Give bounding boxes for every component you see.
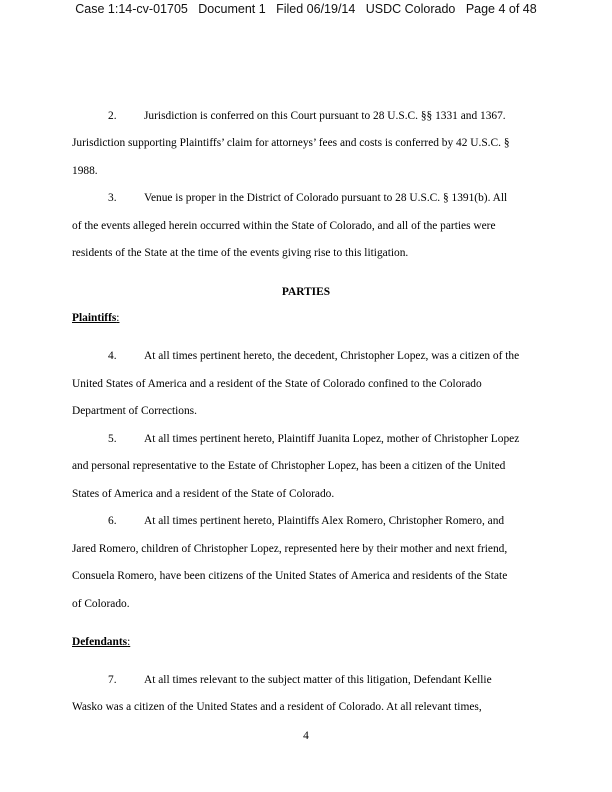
subheading-label: Plaintiffs: [72, 312, 117, 324]
subheading-defendants: [72, 636, 130, 648]
section-heading-parties: PARTIES: [281, 286, 331, 298]
paragraph-line: Venue is proper in the District of Colorado pursuant to 28 U.S.C. § 1391(b). All: [144, 192, 508, 204]
subheading-colon: :: [116, 312, 120, 324]
paragraph-line: and personal representative to the Estate of Christopher Lopez, has been a citizen of the United: [72, 460, 506, 472]
paragraph-line: At all times pertinent hereto, Plaintiff Juanita Lopez, mother of Christopher Lopez: [144, 433, 520, 445]
paragraph-line: Department of Corrections.: [72, 405, 197, 417]
paragraph-line: of the events alleged herein occurred within the State of Colorado, and all of the parties were: [72, 220, 496, 232]
page-number: 4: [303, 730, 309, 742]
court-name: USDC Colorado: [365, 2, 456, 16]
paragraph-line: United States of America and a resident of the State of Colorado confined to the Colorado: [72, 378, 482, 390]
paragraph-number: 7.: [108, 674, 117, 686]
paragraph-line: 1988.: [72, 165, 98, 177]
page-of: Page 4 of 48: [465, 2, 537, 16]
paragraph-line: Jurisdiction supporting Plaintiffs’ claim for attorneys’ fees and costs is conferred by 42 U.S.C. §: [72, 137, 510, 149]
paragraph-number: 5.: [108, 433, 117, 445]
paragraph-line: States of America and a resident of the State of Colorado.: [72, 488, 335, 500]
paragraph-line: Jared Romero, children of Christopher Lopez, represented here by their mother and next friend,: [72, 543, 508, 555]
paragraph-number: 3.: [108, 192, 117, 204]
filed-date: Filed 06/19/14: [276, 2, 356, 16]
paragraph-number: 2.: [108, 110, 117, 122]
subheading-colon: :: [127, 636, 131, 648]
paragraph-line: At all times relevant to the subject matter of this litigation, Defendant Kellie: [144, 674, 492, 686]
paragraph-line: At all times pertinent hereto, Plaintiffs Alex Romero, Christopher Romero, and: [144, 515, 505, 527]
subheading-label: Defendants: [72, 636, 128, 648]
case-number: Case 1:14-cv-01705: [75, 2, 188, 16]
paragraph-line: Wasko was a citizen of the United States and a resident of Colorado. At all relevant times,: [72, 701, 482, 713]
paragraph-line: Jurisdiction is conferred on this Court pursuant to 28 U.S.C. §§ 1331 and 1367.: [144, 110, 506, 122]
paragraph-line: of Colorado.: [72, 598, 130, 610]
paragraph-line: Consuela Romero, have been citizens of the United States of America and residents of the State: [72, 570, 508, 582]
paragraph-number: 6.: [108, 515, 117, 527]
court-filing-header: [0, 2, 612, 16]
paragraph-number: 4.: [108, 350, 117, 362]
subheading-plaintiffs: [72, 312, 119, 324]
paragraph-line: residents of the State at the time of the events giving rise to this litigation.: [72, 247, 409, 259]
paragraph-line: At all times pertinent hereto, the decedent, Christopher Lopez, was a citizen of the: [144, 350, 520, 362]
document-number: Document 1: [198, 2, 266, 16]
